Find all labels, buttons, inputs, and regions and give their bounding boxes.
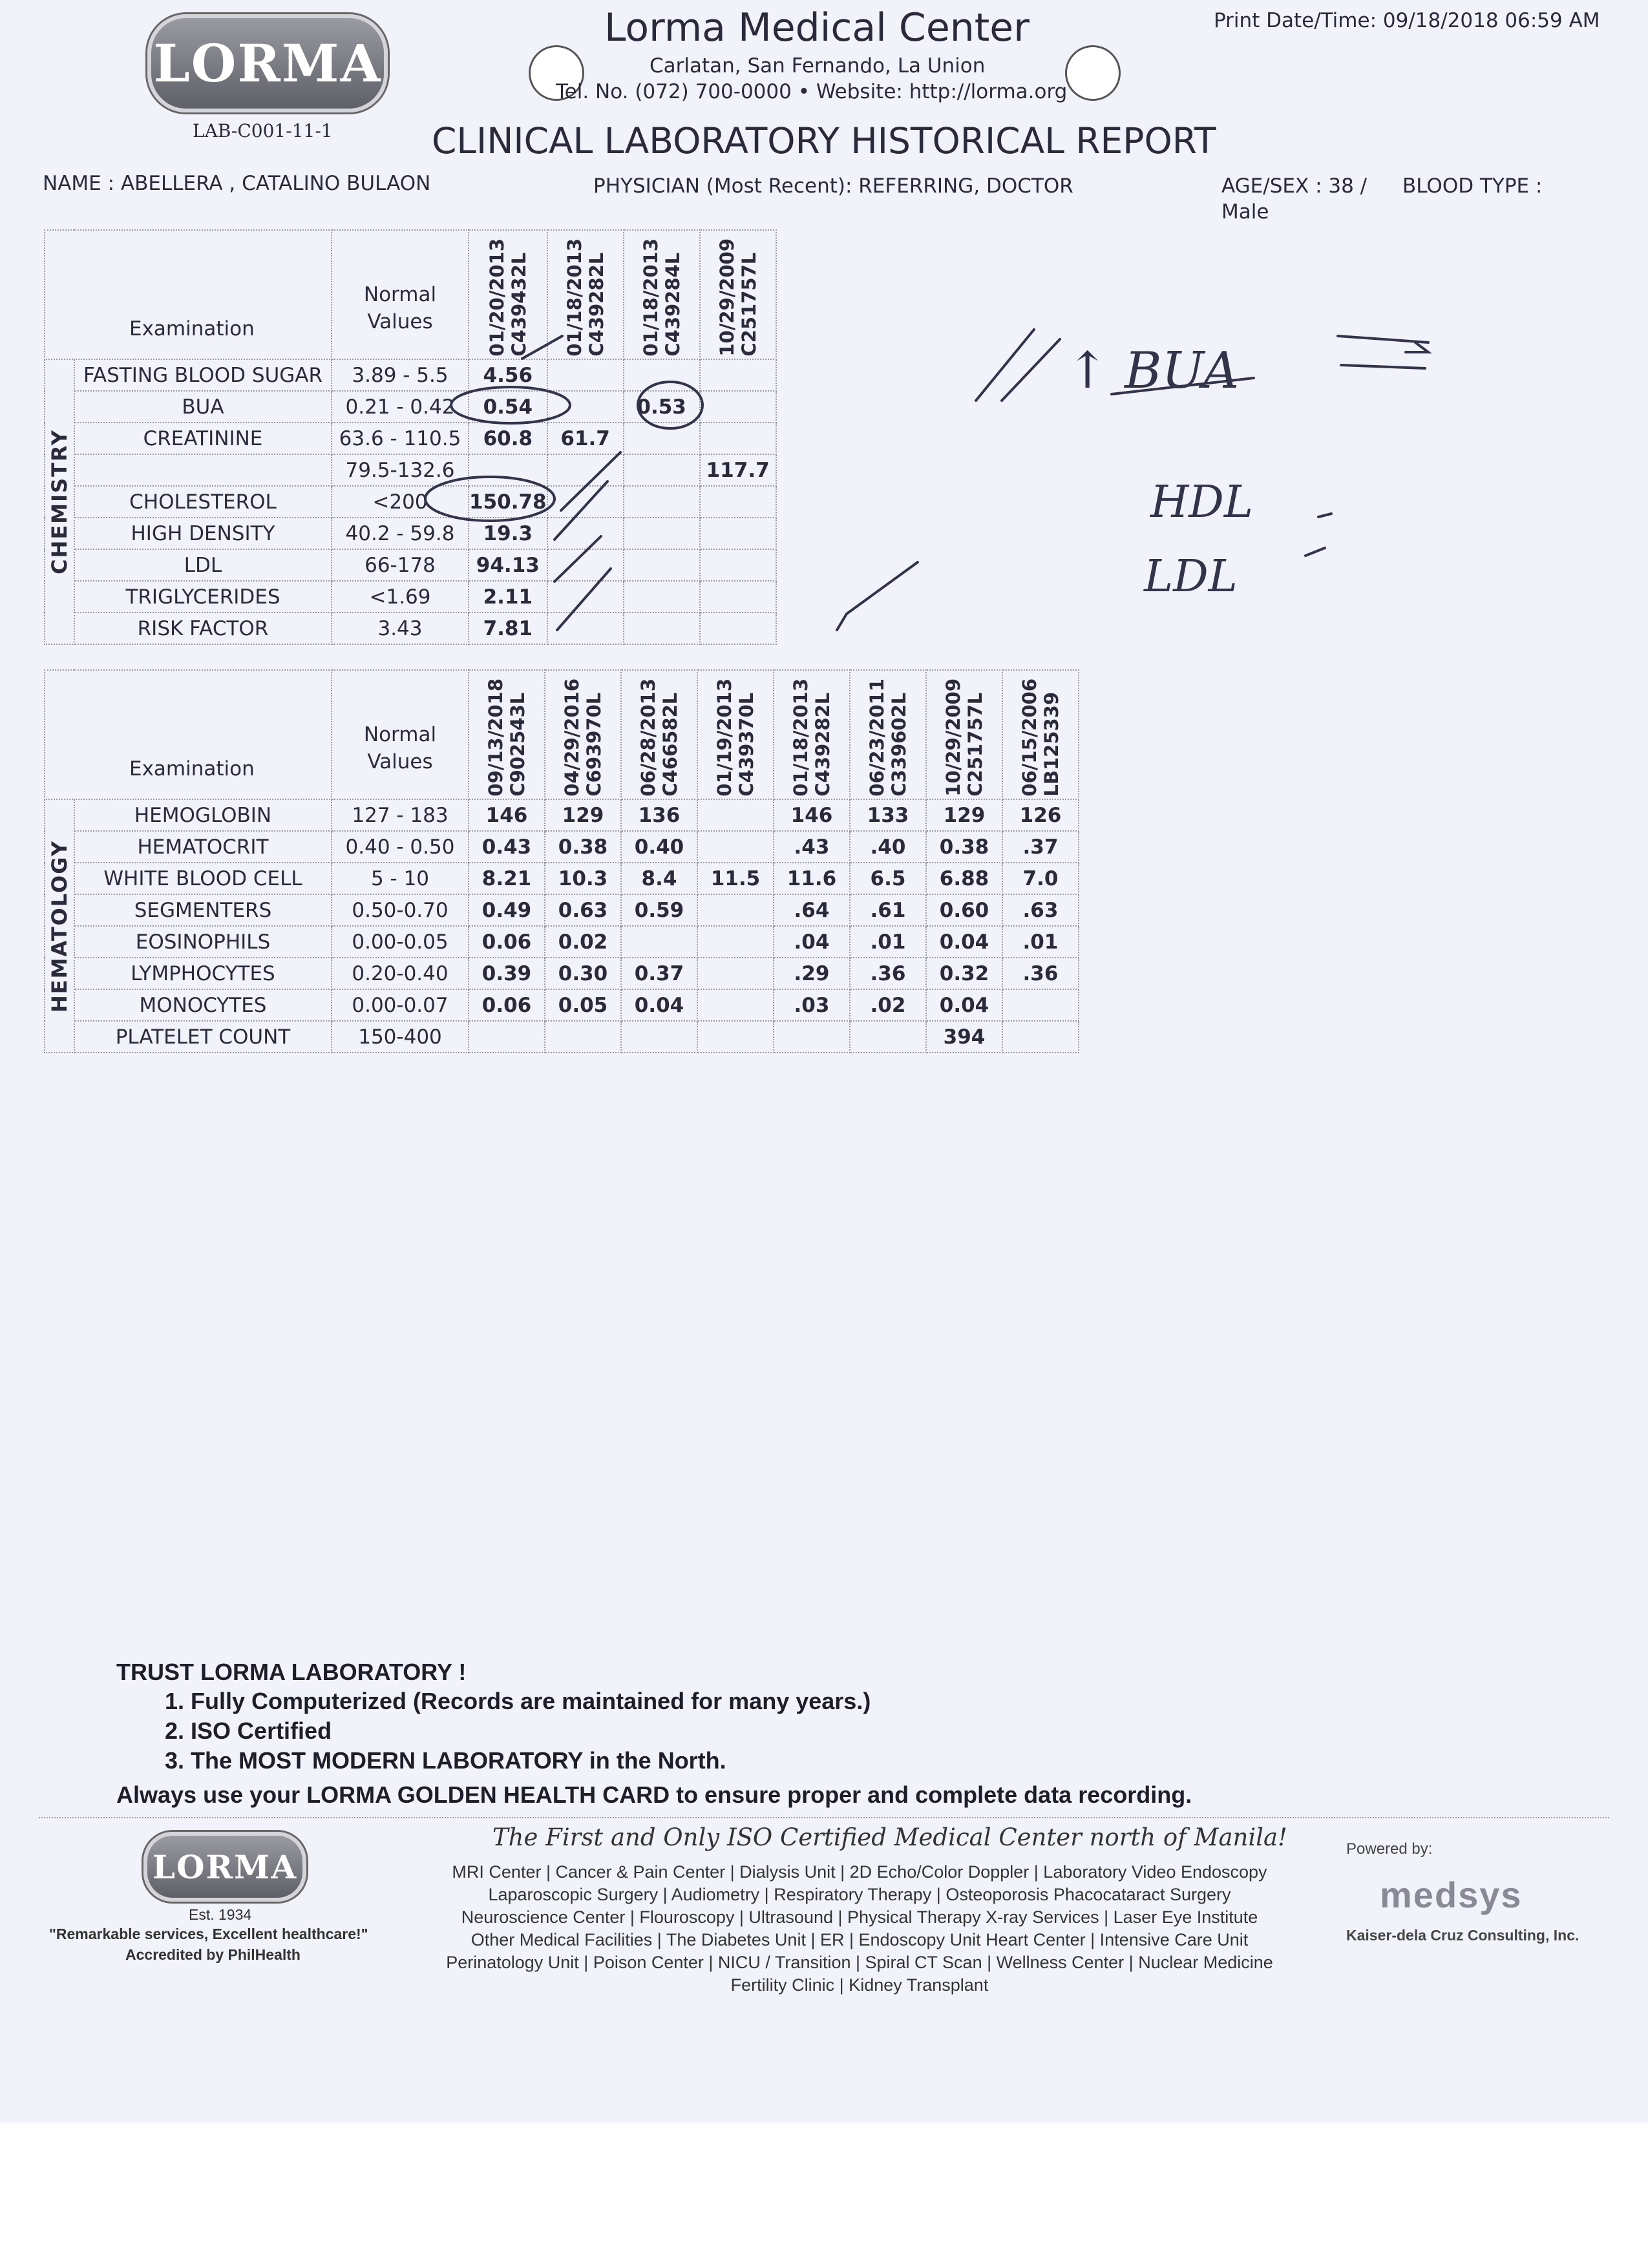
services-line: Neuroscience Center | Flouroscopy | Ultrasound | Physical Therapy X-ray Services | Laser Eye Institute xyxy=(461,1907,1258,1927)
result-value: 129 xyxy=(926,799,1002,831)
normal-range: 0.00-0.05 xyxy=(332,926,469,958)
result-value: 0.38 xyxy=(545,831,621,863)
table-row xyxy=(45,894,1079,926)
result-value: 0.32 xyxy=(926,958,1002,989)
result-value: 60.8 xyxy=(469,423,547,454)
result-value: 0.53 xyxy=(624,391,700,423)
exam-name: MONOCYTES xyxy=(74,989,332,1021)
table-row xyxy=(45,958,1079,989)
exam-name: SEGMENTERS xyxy=(74,894,332,926)
check-mark xyxy=(557,569,611,630)
footer-divider xyxy=(39,1817,1609,1818)
col-code: LB125339 xyxy=(1041,691,1062,797)
golden-card-note: Always use your LORMA GOLDEN HEALTH CARD to ensure proper and complete data recording. xyxy=(116,1781,1192,1808)
hema-normal-header-line2: Values xyxy=(367,750,433,773)
result-value: 146 xyxy=(774,799,850,831)
result-value xyxy=(697,926,774,958)
col-date: 09/13/2018 xyxy=(485,678,507,797)
col-code: C439432L xyxy=(507,252,530,357)
col-code: C251757L xyxy=(737,252,760,357)
result-value xyxy=(850,1021,926,1053)
normal-range: 0.40 - 0.50 xyxy=(332,831,469,863)
col-date: 06/23/2011 xyxy=(866,678,888,797)
result-value: 6.88 xyxy=(926,863,1002,894)
exam-name: HIGH DENSITY xyxy=(74,518,332,549)
col-code: C439282L xyxy=(585,252,607,357)
result-value: 8.21 xyxy=(469,863,545,894)
table-row xyxy=(45,863,1079,894)
result-value: .61 xyxy=(850,894,926,926)
chem-normal-header-line2: Values xyxy=(367,310,433,333)
exam-name: BUA xyxy=(74,391,332,423)
col-date: 01/18/2013 xyxy=(639,238,662,357)
services-line: Fertility Clinic | Kidney Transplant xyxy=(730,1975,989,1995)
hema-section-cell xyxy=(45,799,74,1053)
col-code: C251757L xyxy=(964,692,986,797)
sex-value: Male xyxy=(1221,200,1269,224)
result-value xyxy=(697,894,774,926)
result-value: 19.3 xyxy=(469,518,547,549)
iso-tagline: The First and Only ISO Certified Medical Center north of Manila! xyxy=(492,1823,1287,1851)
est-year: Est. 1934 xyxy=(189,1906,252,1923)
col-date: 10/29/2009 xyxy=(942,678,964,797)
result-value: 0.60 xyxy=(926,894,1002,926)
hema-normal-header-line1: Normal xyxy=(363,723,437,746)
result-value: 0.59 xyxy=(621,894,697,926)
check-mark xyxy=(555,536,601,582)
exam-name: HEMOGLOBIN xyxy=(74,799,332,831)
result-value: 0.40 xyxy=(621,831,697,863)
trust-heading: TRUST LORMA LABORATORY ! xyxy=(116,1659,467,1685)
result-value: 0.30 xyxy=(545,958,621,989)
chem-exam-header: Examination xyxy=(45,230,332,359)
exam-name: WHITE BLOOD CELL xyxy=(74,863,332,894)
result-value: .40 xyxy=(850,831,926,863)
report-title: CLINICAL LABORATORY HISTORICAL REPORT xyxy=(432,120,1216,162)
result-value: 0.04 xyxy=(926,989,1002,1021)
medsys-logo: medsys xyxy=(1380,1874,1523,1915)
exam-name: PLATELET COUNT xyxy=(74,1021,332,1053)
result-value: 61.7 xyxy=(547,423,624,454)
result-value: .64 xyxy=(774,894,850,926)
result-value: .01 xyxy=(1002,926,1079,958)
result-value xyxy=(545,1021,621,1053)
services-line: Perinatology Unit | Poison Center | NICU / Transition | Spiral CT Scan | Wellness Center | Nuclear Medicine xyxy=(446,1953,1273,1972)
normal-range: 127 - 183 xyxy=(332,799,469,831)
result-value: .02 xyxy=(850,989,926,1021)
col-date: 01/18/2013 xyxy=(563,238,586,357)
hematology-section-label: HEMATOLOGY xyxy=(47,839,72,1013)
slash-mark xyxy=(1002,339,1060,401)
col-code: C339602L xyxy=(888,692,910,797)
col-code: C439284L xyxy=(661,252,684,357)
dash-mark xyxy=(1305,514,1331,556)
result-value: 0.06 xyxy=(469,926,545,958)
result-value: 0.63 xyxy=(545,894,621,926)
result-value: 94.13 xyxy=(469,549,547,581)
result-value: 126 xyxy=(1002,799,1079,831)
exam-name: LDL xyxy=(74,549,332,581)
result-value: .04 xyxy=(774,926,850,958)
result-value: .01 xyxy=(850,926,926,958)
slogan: "Remarkable services, Excellent healthcare!" xyxy=(49,1926,368,1942)
arrow-mark xyxy=(1338,336,1428,368)
col-date: 01/20/2013 xyxy=(485,238,508,357)
result-value: .63 xyxy=(1002,894,1079,926)
exam-name: EOSINOPHILS xyxy=(74,926,332,958)
check-mark xyxy=(837,562,918,630)
col-code: C439370L xyxy=(735,692,757,797)
col-date: 04/29/2016 xyxy=(561,678,583,797)
table-row xyxy=(45,799,1079,831)
result-value: 133 xyxy=(850,799,926,831)
result-value: .43 xyxy=(774,831,850,863)
col-code: C693970L xyxy=(583,692,605,797)
normal-range: 3.43 xyxy=(332,613,469,644)
result-value xyxy=(697,1021,774,1053)
org-contact: Tel. No. (072) 700-0000 • Website: http://lorma.org xyxy=(556,80,1068,103)
result-value xyxy=(697,831,774,863)
result-value: 0.05 xyxy=(545,989,621,1021)
powered-by-label: Powered by: xyxy=(1346,1840,1433,1858)
patient-name: NAME : ABELLERA , CATALINO BULAON xyxy=(43,172,431,195)
result-value: .03 xyxy=(774,989,850,1021)
trust-item-1: 1. Fully Computerized (Records are maintained for many years.) xyxy=(165,1688,871,1714)
result-value: 0.49 xyxy=(469,894,545,926)
table-row xyxy=(45,926,1079,958)
services-line: Other Medical Facilities | The Diabetes Unit | ER | Endoscopy Unit Heart Center | Intensive Care Unit xyxy=(470,1930,1249,1949)
result-value: 0.38 xyxy=(926,831,1002,863)
normal-range: 66-178 xyxy=(332,549,469,581)
result-value: 11.5 xyxy=(697,863,774,894)
handwritten-note-hdl: HDL xyxy=(1150,477,1253,528)
services-list xyxy=(381,1861,1338,1997)
normal-range: 5 - 10 xyxy=(332,863,469,894)
result-value: 7.81 xyxy=(469,613,547,644)
logo-text: LORMA xyxy=(153,33,382,94)
accreditation: Accredited by PhilHealth xyxy=(125,1946,301,1963)
exam-name: LYMPHOCYTES xyxy=(74,958,332,989)
handwritten-note-bua: ↑ BUA xyxy=(1066,342,1240,400)
table-row xyxy=(45,989,1079,1021)
normal-range: <200 xyxy=(332,486,469,518)
hema-exam-header: Examination xyxy=(45,670,332,799)
col-code: C439282L xyxy=(812,692,834,797)
col-date: 06/15/2006 xyxy=(1019,678,1041,797)
age-sex: AGE/SEX : 38 / xyxy=(1221,174,1368,198)
result-value: .36 xyxy=(1002,958,1079,989)
handwritten-note-ldl: LDL xyxy=(1144,551,1238,602)
result-value: .36 xyxy=(850,958,926,989)
result-value xyxy=(621,1021,697,1053)
col-date: 10/29/2009 xyxy=(715,238,738,357)
result-value: 146 xyxy=(469,799,545,831)
result-value: 8.4 xyxy=(621,863,697,894)
result-value xyxy=(621,926,697,958)
result-value xyxy=(774,1021,850,1053)
result-value xyxy=(697,799,774,831)
trust-item-2: 2. ISO Certified xyxy=(165,1717,332,1744)
normal-range: 79.5-132.6 xyxy=(332,454,469,486)
result-value: 117.7 xyxy=(700,454,776,486)
result-value: .37 xyxy=(1002,831,1079,863)
exam-name: FASTING BLOOD SUGAR xyxy=(74,359,332,391)
exam-name: RISK FACTOR xyxy=(74,613,332,644)
result-value: 394 xyxy=(926,1021,1002,1053)
blood-type: BLOOD TYPE : xyxy=(1402,174,1543,198)
result-value: 150.78 xyxy=(469,486,547,518)
form-code: LAB-C001-11-1 xyxy=(193,120,333,142)
result-value: 4.56 xyxy=(469,359,547,391)
result-value: 10.3 xyxy=(545,863,621,894)
exam-name: TRIGLYCERIDES xyxy=(74,581,332,613)
circle-mark-bua xyxy=(451,387,570,423)
print-datetime: Print Date/Time: 09/18/2018 06:59 AM xyxy=(1214,9,1600,32)
handwritten-marks xyxy=(0,0,1648,711)
col-date: 06/28/2013 xyxy=(637,678,659,797)
result-value: 0.39 xyxy=(469,958,545,989)
services-line: Laparoscopic Surgery | Audiometry | Respiratory Therapy | Osteoporosis Phacocataract Surgery xyxy=(488,1885,1231,1904)
exam-name: HEMATOCRIT xyxy=(74,831,332,863)
col-date: 01/18/2013 xyxy=(790,678,812,797)
slash-mark xyxy=(976,330,1034,401)
normal-range: 0.20-0.40 xyxy=(332,958,469,989)
result-value: 11.6 xyxy=(774,863,850,894)
physician: PHYSICIAN (Most Recent): REFERRING, DOCTOR xyxy=(593,174,1073,198)
result-value: 6.5 xyxy=(850,863,926,894)
consulting-name: Kaiser-dela Cruz Consulting, Inc. xyxy=(1346,1927,1579,1944)
services-line: MRI Center | Cancer & Pain Center | Dialysis Unit | 2D Echo/Color Doppler | Laboratory Video Endoscopy xyxy=(452,1862,1267,1882)
result-value xyxy=(1002,989,1079,1021)
exam-name: CREATININE xyxy=(74,423,332,454)
result-value: 0.02 xyxy=(545,926,621,958)
circle-mark-cholesterol xyxy=(425,477,555,521)
result-value xyxy=(1002,1021,1079,1053)
result-value: 0.54 xyxy=(469,391,547,423)
org-name: Lorma Medical Center xyxy=(604,5,1030,50)
normal-range: 40.2 - 59.8 xyxy=(332,518,469,549)
result-value: 0.37 xyxy=(621,958,697,989)
result-value: 7.0 xyxy=(1002,863,1079,894)
result-value: 0.43 xyxy=(469,831,545,863)
normal-range: 0.00-0.07 xyxy=(332,989,469,1021)
circle-mark-bua-2 xyxy=(638,382,703,428)
col-date: 01/19/2013 xyxy=(713,678,735,797)
result-value xyxy=(469,1021,545,1053)
result-value xyxy=(697,958,774,989)
result-value: 0.04 xyxy=(926,926,1002,958)
exam-name: CHOLESTEROL xyxy=(74,486,332,518)
normal-range: <1.69 xyxy=(332,581,469,613)
check-mark xyxy=(522,336,562,359)
hematology-table xyxy=(44,669,1079,1053)
trust-item-3: 3. The MOST MODERN LABORATORY in the North. xyxy=(165,1747,726,1774)
chemistry-section-label: CHEMISTRY xyxy=(47,429,72,574)
result-value: 0.04 xyxy=(621,989,697,1021)
normal-range: 0.21 - 0.42 xyxy=(332,391,469,423)
result-value xyxy=(697,989,774,1021)
footer-logo-text: LORMA xyxy=(152,1847,298,1886)
col-code: C902543L xyxy=(507,692,529,797)
normal-range: 0.50-0.70 xyxy=(332,894,469,926)
result-value: 136 xyxy=(621,799,697,831)
chem-normal-header-line1: Normal xyxy=(363,283,437,306)
result-value: 2.11 xyxy=(469,581,547,613)
col-code: C466582L xyxy=(659,692,681,797)
table-row xyxy=(45,1021,1079,1053)
result-value: .29 xyxy=(774,958,850,989)
footer-lorma-logo xyxy=(143,1832,306,1902)
normal-range: 3.89 - 5.5 xyxy=(332,359,469,391)
result-value: 0.06 xyxy=(469,989,545,1021)
normal-range: 63.6 - 110.5 xyxy=(332,423,469,454)
result-value: 129 xyxy=(545,799,621,831)
org-address: Carlatan, San Fernando, La Union xyxy=(650,54,986,78)
table-row xyxy=(45,831,1079,863)
normal-range: 150-400 xyxy=(332,1021,469,1053)
